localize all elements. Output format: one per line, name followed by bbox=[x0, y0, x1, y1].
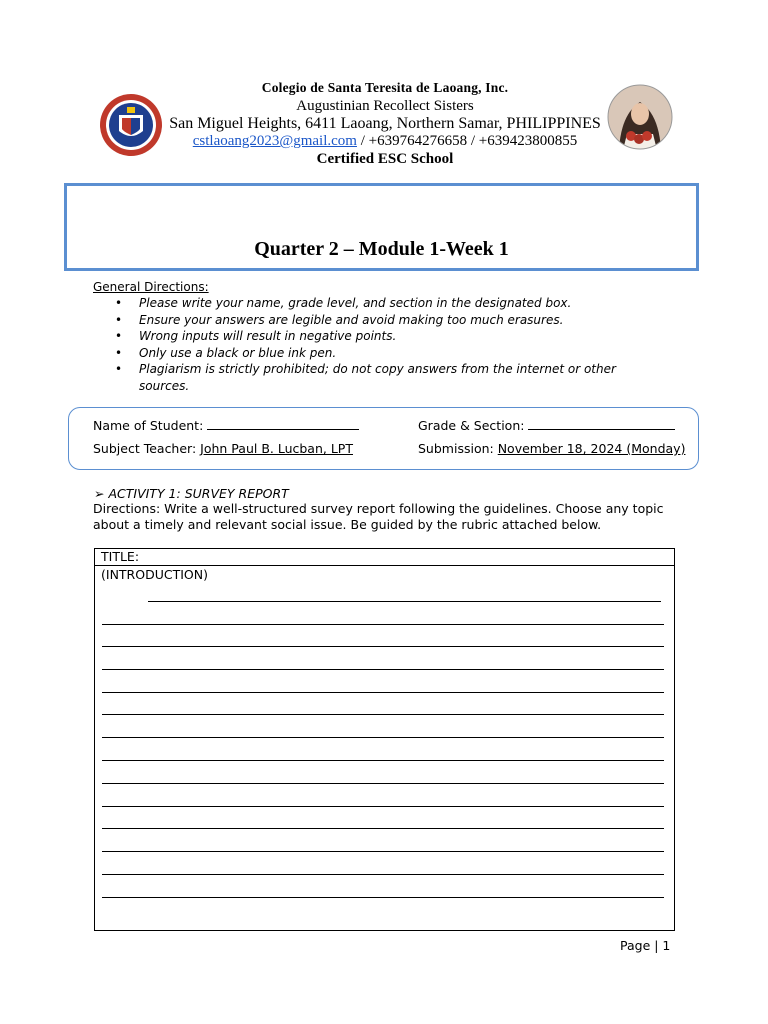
list-item: • Wrong inputs will result in negative points. bbox=[115, 329, 397, 343]
school-seal-icon bbox=[99, 93, 163, 157]
page-number: Page | 1 bbox=[620, 938, 671, 953]
certification: Certified ESC School bbox=[316, 151, 454, 167]
answer-line[interactable] bbox=[102, 874, 664, 875]
saint-portrait-icon bbox=[607, 84, 673, 150]
bullet-icon: • bbox=[115, 296, 123, 310]
school-address: San Miguel Heights, 6411 Laoang, Northern Samar, PHILIPPINES bbox=[169, 115, 601, 132]
answer-line[interactable] bbox=[148, 601, 661, 602]
subject-teacher-label: Subject Teacher: bbox=[93, 441, 201, 456]
list-item: • Please write your name, grade level, and section in the designated box. bbox=[115, 296, 572, 310]
subject-teacher-value: John Paul B. Lucban, LPT bbox=[200, 441, 353, 456]
answer-line[interactable] bbox=[102, 828, 664, 829]
answer-line[interactable] bbox=[102, 851, 664, 852]
phone-numbers: / +639764276658 / +639423800855 bbox=[356, 133, 578, 149]
activity-directions: Directions: Write a well-structured survey report following the guidelines. Choose any topic about a timely and relevant social issue. Be guided by the rubric attached below. bbox=[93, 501, 664, 532]
directions-heading: General Directions: bbox=[93, 280, 209, 294]
student-name-blank[interactable] bbox=[207, 419, 359, 430]
answer-line[interactable] bbox=[102, 714, 664, 715]
answer-line[interactable] bbox=[102, 692, 664, 693]
list-item: • Plagiarism is strictly prohibited; do not copy answers from the internet or other sources. bbox=[115, 362, 616, 393]
bullet-icon: • bbox=[115, 312, 123, 327]
student-name-field bbox=[93, 418, 359, 433]
title-label: TITLE: bbox=[101, 549, 140, 564]
answer-line[interactable] bbox=[102, 737, 664, 738]
answer-line[interactable] bbox=[102, 897, 664, 898]
student-info-box bbox=[68, 407, 699, 470]
answer-line[interactable] bbox=[102, 760, 664, 761]
subject-teacher-field bbox=[93, 441, 353, 456]
school-order: Augustinian Recollect Sisters bbox=[296, 98, 474, 114]
directions-list bbox=[93, 295, 653, 394]
grade-section-label: Grade & Section: bbox=[418, 418, 529, 433]
letterhead bbox=[0, 78, 768, 173]
answer-line[interactable] bbox=[102, 646, 664, 647]
grade-section-field bbox=[418, 418, 675, 433]
grade-section-blank[interactable] bbox=[528, 419, 675, 430]
bullet-icon: • bbox=[115, 362, 123, 376]
activity-heading bbox=[94, 486, 289, 501]
submission-label: Submission: bbox=[418, 441, 498, 456]
submission-value: November 18, 2024 (Monday) bbox=[497, 441, 686, 456]
arrow-bullet-icon: ➢ bbox=[94, 486, 105, 501]
list-item: • Ensure your answers are legible and avoid making too much erasures. bbox=[115, 312, 564, 327]
list-item: • Only use a black or blue ink pen. bbox=[115, 345, 337, 360]
introduction-label: (INTRODUCTION) bbox=[101, 567, 208, 582]
bullet-icon: • bbox=[115, 329, 123, 343]
school-contact bbox=[160, 133, 610, 150]
bullet-icon: • bbox=[115, 345, 123, 360]
answer-line[interactable] bbox=[102, 783, 664, 784]
email-link[interactable]: cstlaoang2023@gmail.com bbox=[192, 133, 357, 149]
activity-title: ACTIVITY 1: SURVEY REPORT bbox=[108, 486, 289, 501]
answer-line[interactable] bbox=[102, 669, 664, 670]
general-directions bbox=[93, 280, 653, 394]
student-name-label: Name of Student: bbox=[93, 418, 208, 433]
answer-line[interactable] bbox=[102, 624, 664, 625]
answer-sheet bbox=[94, 548, 675, 931]
module-title: Quarter 2 – Module 1-Week 1 bbox=[254, 238, 509, 260]
school-name: Colegio de Santa Teresita de Laoang, Inc. bbox=[261, 80, 509, 95]
module-title-box bbox=[64, 183, 699, 271]
answer-line[interactable] bbox=[102, 806, 664, 807]
title-row[interactable] bbox=[95, 549, 674, 566]
submission-field bbox=[418, 441, 685, 456]
